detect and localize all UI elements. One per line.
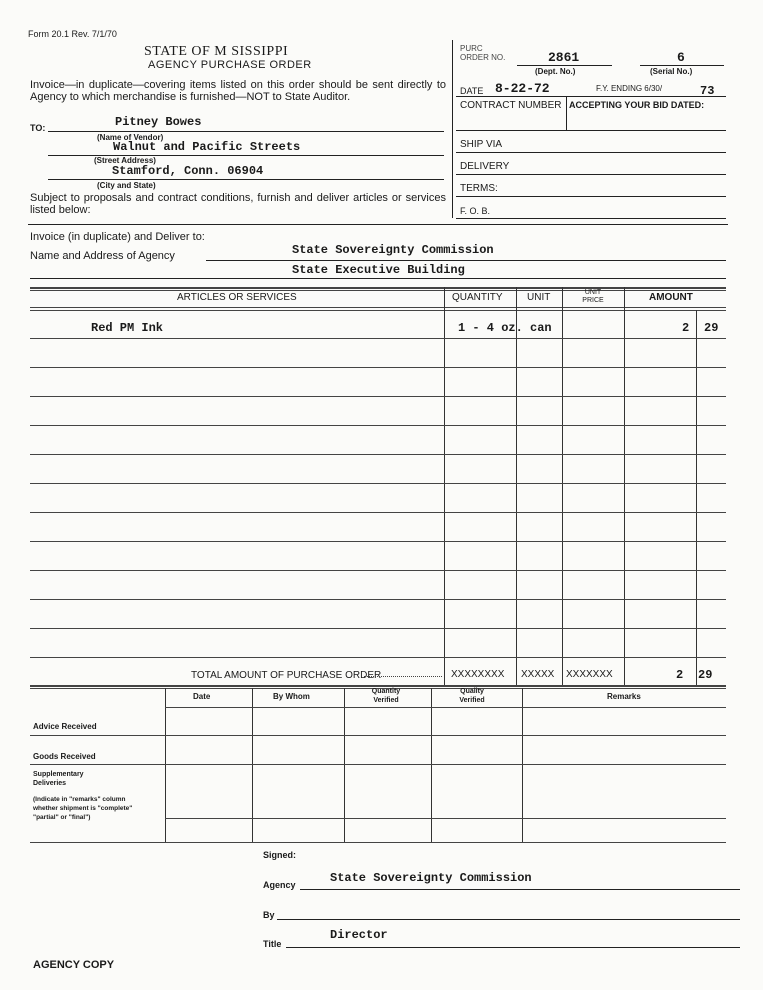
goods-received-label: Goods Received [33,752,96,761]
bid-label: ACCEPTING YOUR BID DATED: [569,100,705,110]
header-articles: ARTICLES OR SERVICES [177,292,297,303]
total-cents: 29 [698,668,713,682]
vendor-city: Stamford, Conn. 06904 [112,164,264,178]
agency-address: State Executive Building [292,263,465,277]
state-title: STATE OF M SISSIPPI [144,44,289,59]
deliver-invoice-label: Invoice (in duplicate) and Deliver to: [30,231,205,243]
row-quantity: 1 - 4 oz. can [458,321,552,335]
receipt-header-date: Date [193,692,211,701]
agency-sig-value: State Sovereignty Commission [330,871,532,885]
by-label: By [263,910,275,920]
agency-name-label: Name and Address of Agency [30,250,175,262]
row-amount-dollars: 2 [682,321,690,335]
total-dollars: 2 [676,668,684,682]
total-label: TOTAL AMOUNT OF PURCHASE ORDER [191,670,382,681]
contract-label: CONTRACT NUMBER [460,100,562,111]
total-price: XXXXXXX [566,669,613,680]
receipt-header-by-whom: By Whom [273,692,310,701]
vendor-city-caption: (City and State) [97,181,156,190]
delivery-label: DELIVERY [460,161,510,172]
agency-name: State Sovereignty Commission [292,243,494,257]
header-unit: UNIT [527,292,551,303]
total-unit: XXXXX [521,669,555,680]
vendor-street-caption: (Street Address) [94,156,156,165]
supplementary-label: Supplementary Deliveries [33,771,84,787]
receipt-header-remarks: Remarks [607,692,641,701]
ship-via-label: SHIP VIA [460,139,503,150]
total-qty: XXXXXXXX [451,669,505,680]
purch-order-label: PURC ORDER NO. [460,44,506,62]
vendor-name-caption: (Name of Vendor) [97,133,164,142]
fob-label: F. O. B. [460,206,491,216]
form-id: Form 20.1 Rev. 7/1/70 [28,29,117,39]
title-value: Director [330,928,388,942]
receipt-note: (Indicate in "remarks" column whether shipment is "complete" "partial" or "final") [33,796,133,821]
receipt-header-quality-verified: Quality Verified [459,688,485,704]
vendor-street: Walnut and Pacific Streets [113,140,301,154]
vendor-name: Pitney Bowes [115,115,202,129]
invoice-instructions: Invoice—in duplicate—covering items listed on this order should be sent directly to Agency to which merchandise is furnished—NOT to State Auditor. [30,79,446,103]
fy-label: F.Y. ENDING 6/30/ [596,84,663,93]
subject-text: Subject to proposals and contract conditions, furnish and deliver articles or services listed below: [30,192,446,216]
header-quantity: QUANTITY [452,292,503,303]
dept-no: 2861 [548,50,580,65]
title-label: Title [263,939,282,949]
header-amount: AMOUNT [649,292,693,303]
date-value: 8-22-72 [495,81,550,96]
fy-value: 73 [700,84,715,98]
to-label: TO: [30,123,46,133]
agency-sig-label: Agency [263,880,296,890]
agency-copy-footer: AGENCY COPY [33,959,115,971]
receipt-header-qty-verified: Quantity Verified [371,688,401,704]
row-amount-cents: 29 [704,321,719,335]
serial-no: 6 [677,50,685,65]
doc-title: AGENCY PURCHASE ORDER [148,59,312,71]
serial-caption: (Serial No.) [650,67,693,76]
date-label: DATE [460,86,484,96]
terms-label: TERMS: [460,183,498,194]
signed-label: Signed: [263,850,296,860]
dept-caption: (Dept. No.) [535,67,576,76]
advice-received-label: Advice Received [33,722,97,731]
header-unit-price: UNIT PRICE [582,289,604,304]
row-article: Red PM Ink [91,321,164,335]
